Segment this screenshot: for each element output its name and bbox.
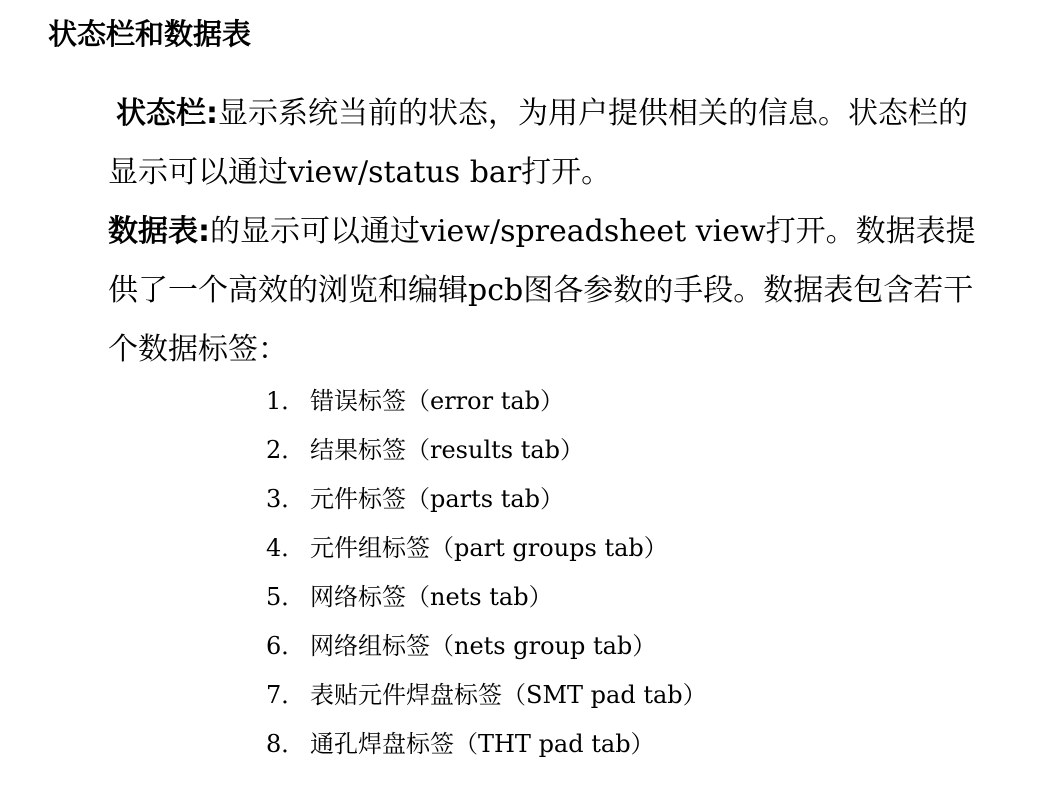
list-item-number: 6． (266, 632, 306, 660)
list-item (266, 524, 707, 573)
list-item-number: 3． (266, 485, 306, 513)
page-title: 状态栏和数据表 (48, 17, 252, 51)
status-bar-paragraph (108, 84, 988, 202)
list-item (266, 377, 707, 426)
list-item-number: 5． (266, 583, 306, 611)
list-item (266, 475, 707, 524)
status-bar-term: 状态栏: (116, 96, 218, 131)
list-item-label: 网络标签（nets tab） (310, 583, 553, 611)
list-item-number: 2． (266, 436, 306, 464)
list-item-number: 4． (266, 534, 306, 562)
list-item (266, 573, 707, 622)
spreadsheet-paragraph (108, 202, 988, 379)
list-item (266, 720, 707, 769)
list-item-number: 8． (266, 730, 306, 758)
list-item-label: 错误标签（error tab） (310, 387, 565, 415)
list-item-label: 网络组标签（nets group tab） (310, 632, 657, 660)
list-item (266, 426, 707, 475)
spreadsheet-description: 的显示可以通过view/spreadsheet view打开。数据表提供了一个高效的浏览和编辑pcb图各参数的手段。数据表包含若干个数据标签： (108, 214, 976, 367)
data-tab-list (266, 377, 707, 769)
list-item-number: 7． (266, 681, 306, 709)
list-item (266, 622, 707, 671)
list-item-label: 结果标签（results tab） (310, 436, 585, 464)
list-item-label: 通孔焊盘标签（THT pad tab） (310, 730, 655, 758)
spreadsheet-term: 数据表: (108, 214, 210, 249)
list-item (266, 671, 707, 720)
list-item-label: 元件标签（parts tab） (310, 485, 565, 513)
status-bar-description: 显示系统当前的状态，为用户提供相关的信息。状态栏的显示可以通过view/status bar打开。 (108, 96, 968, 190)
list-item-label: 表贴元件焊盘标签（SMT pad tab） (310, 681, 707, 709)
list-item-number: 1． (266, 387, 306, 415)
list-item-label: 元件组标签（part groups tab） (310, 534, 668, 562)
